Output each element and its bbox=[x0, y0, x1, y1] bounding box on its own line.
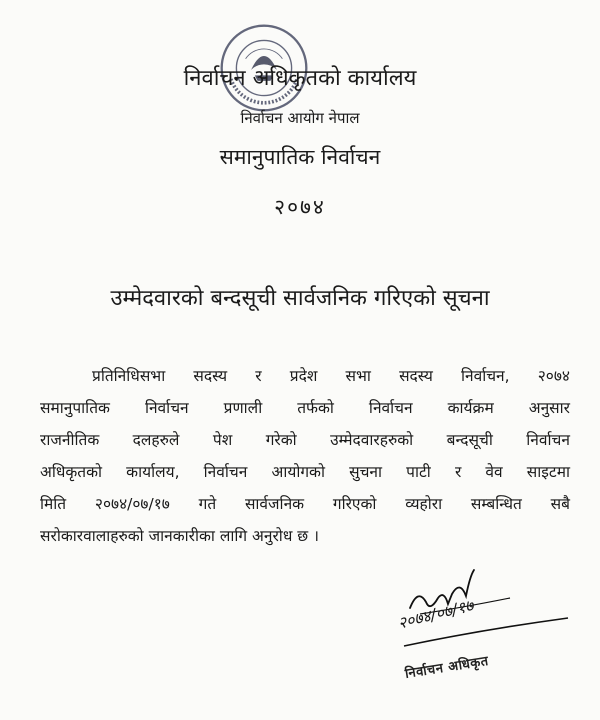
body-line: मिति २०७४/०७/१७ गते सार्वजनिक गरिएको व्यहोरा सम्बन्धित सबै bbox=[40, 495, 570, 513]
election-type-heading: समानुपातिक निर्वाचन bbox=[219, 145, 381, 169]
notice-title: उम्मेदवारको बन्दसूची सार्वजनिक गरिएको सूचना bbox=[110, 286, 490, 311]
body-line: समानुपातिक निर्वाचन प्रणाली तर्फको निर्वाचन कार्यक्रम अनुसार bbox=[40, 399, 570, 417]
body-line: अधिकृतको कार्यालय, निर्वाचन आयोगको सुचना पाटी र वेव साइटमा bbox=[40, 463, 570, 481]
body-line: राजनीतिक दलहरुले पेश गरेको उम्मेदवारहरुको बन्दसूची निर्वाचन bbox=[40, 431, 570, 449]
body-line: प्रतिनिधिसभा सदस्य र प्रदेश सभा सदस्य निर्वाचन, २०७४ bbox=[92, 367, 570, 385]
notice-body bbox=[40, 360, 570, 552]
office-name-heading: निर्वाचन अधिकृतको कार्यालय bbox=[183, 66, 417, 91]
election-year: २०७४ bbox=[274, 195, 326, 219]
signature-date: २०७४/०७/१७ bbox=[395, 595, 476, 633]
officer-stamp: निर्वाचन अधिकृत bbox=[404, 653, 490, 682]
body-line: सरोकारवालाहरुको जानकारीका लागि अनुरोध छ । bbox=[40, 527, 319, 545]
commission-name: निर्वाचन आयोग नेपाल bbox=[240, 109, 360, 127]
